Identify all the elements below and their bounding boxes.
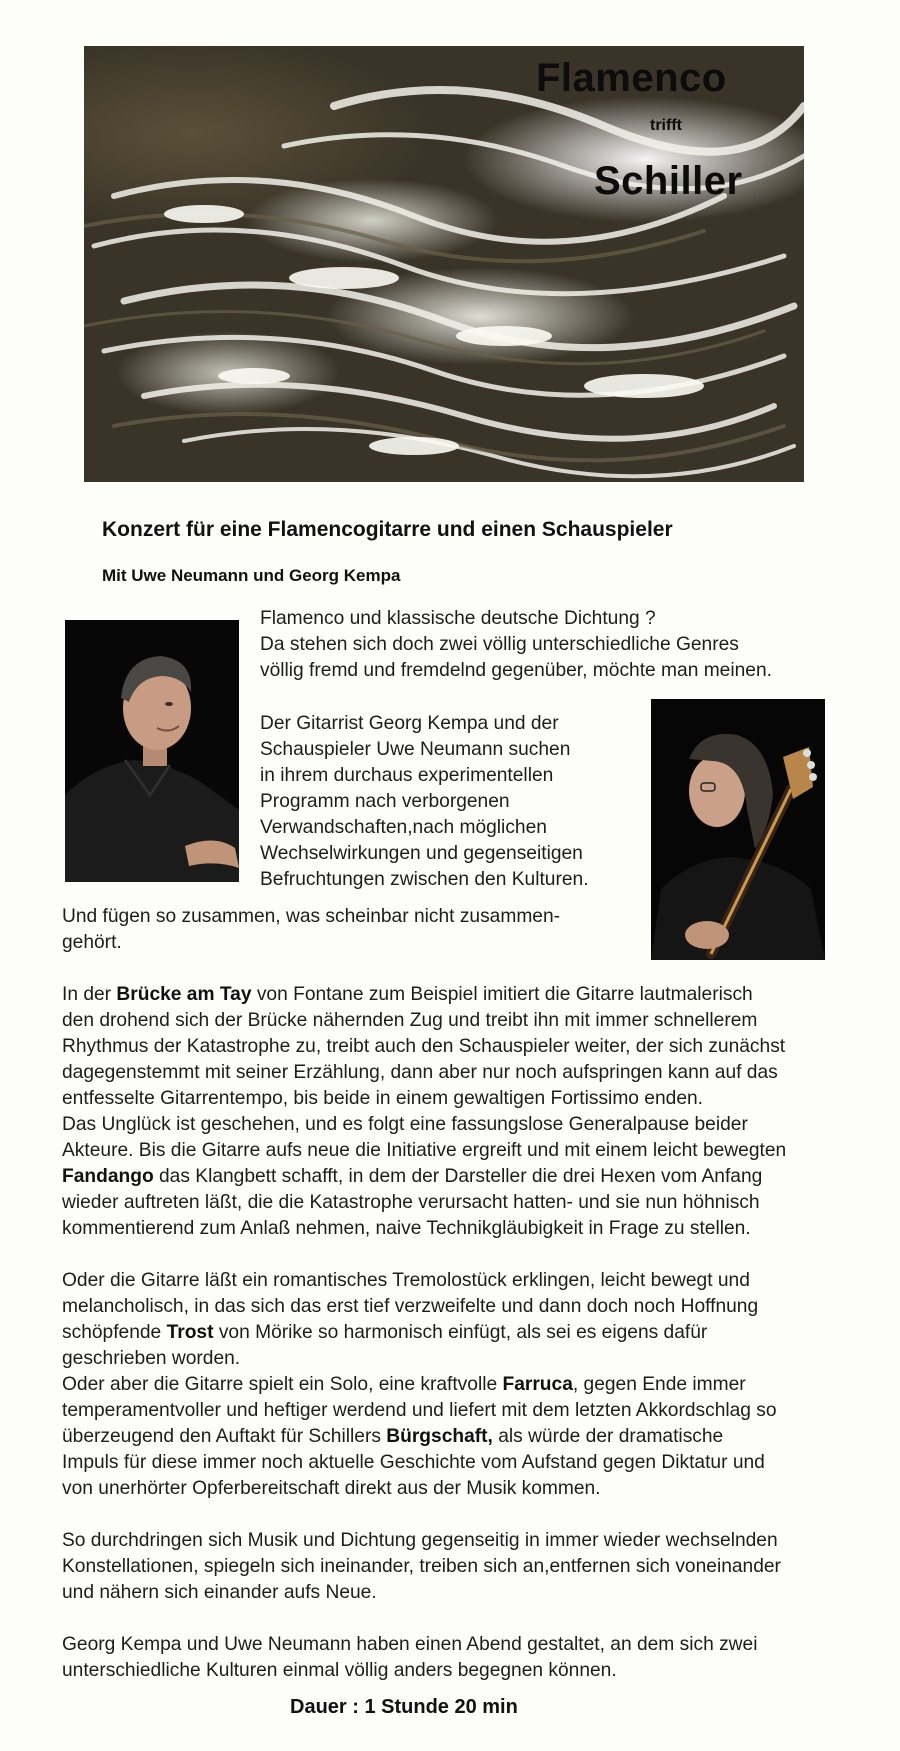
evening-paragraph: Georg Kempa und Uwe Neumann haben einen Abend gestaltet, an dem sich zwei unterschiedliche Kulturen einmal völlig anders begegnen können. [62, 1634, 758, 1681]
program-paragraph: Der Gitarrist Georg Kempa und der Schauspieler Uwe Neumann suchen in ihrem durchaus experimentellen Programm nach verborgenen Verwandschaften,nach möglichen Wechselwirkungen und gegenseitigen Befruchtungen zwischen den Kulturen. [260, 713, 589, 890]
guitarist-portrait-graphic [651, 699, 825, 960]
tremolo-text-1: Oder die Gitarre läßt ein romantisches Tremolostück erklingen, leicht bewegt und melancholisch, in das sich das erst tief verzweifelte und dann doch noch Hoffnung schöpfende [62, 1270, 759, 1343]
guitarist-photo [651, 699, 825, 960]
actor-portrait-graphic [65, 620, 239, 882]
hero-image [84, 46, 804, 482]
fandango-title: Fandango [62, 1166, 154, 1187]
water-ripple-graphic [84, 46, 804, 482]
title-schiller: Schiller [594, 159, 743, 203]
performers-heading: Mit Uwe Neumann und Georg Kempa [102, 566, 401, 585]
bruecke-text-3: das Klangbett schafft, in dem der Darsteller die drei Hexen vom Anfang wieder auftreten läßt, die die Katastrophe verursacht hatten- und sie nun höhnisch kommentierend zum Anlaß nehmen, naive Technikgläubigkeit in Frage zu stellen. [62, 1166, 763, 1239]
title-flamenco: Flamenco [536, 56, 727, 100]
trost-title: Trost [166, 1322, 214, 1343]
intro-paragraph: Flamenco und klassische deutsche Dichtung ? Da stehen sich doch zwei völlig unterschiedliche Genres völlig fremd und fremdelnd gegenüber, möchte man meinen. [260, 608, 772, 681]
bruecke-paragraph [62, 982, 882, 1242]
bruecke-text-1: In der [62, 984, 117, 1005]
bruecke-text-2: von Fontane zum Beispiel imitiert die Gitarre lautmalerisch den drohend sich der Brücke nähernden Zug und treibt ihn mit immer schnellerem Rhythmus der Katastrophe zu, treibt auch den Schauspieler weiter, der sich zunächst dagegenstemmt mit seiner Erzählung, dann aber nur noch aufspringen kann auf das entfesselte Gitarrentempo, bis beide in einem gewaltigen Fortissimo enden. Das Unglück ist geschehen, und es folgt eine fassungslose Generalpause beider Akteure. Bis die Gitarre aufs neue die Initiative ergreift und mit einem leicht bewegten [62, 984, 787, 1161]
tremolo-text-2: von Mörike so harmonisch einfügt, als sei es eigens dafür geschrieben worden. Oder aber die Gitarre spielt ein Solo, eine kraftvolle [62, 1322, 708, 1395]
tremolo-text-3: , gegen Ende immer temperamentvoller und heftiger werdend und liefert mit dem letzten Akkordschlag so überzeugend den Auftakt für Schillers [62, 1374, 777, 1447]
tremolo-text-4: als würde der dramatische Impuls für diese immer noch aktuelle Geschichte vom Aufstand gegen Diktatur und von unerhörter Opferbereitschaft direkt aus der Musik kommen. [62, 1426, 765, 1499]
bruecke-title: Brücke am Tay [116, 984, 252, 1005]
buergschaft-title: Bürgschaft, [386, 1426, 493, 1447]
fusion-paragraph: Und fügen so zusammen, was scheinbar nicht zusammen- gehört. [62, 906, 561, 953]
interplay-paragraph: So durchdringen sich Musik und Dichtung gegenseitig in immer wieder wechselnden Konstellationen, spiegeln sich ineinander, treiben sich an,entfernen sich voneinander und nähern sich einander aufs Neue. [62, 1530, 781, 1603]
duration-label: Dauer : 1 Stunde 20 min [290, 1696, 518, 1718]
tremolo-paragraph [62, 1268, 882, 1502]
title-trifft: trifft [650, 117, 682, 134]
actor-photo [65, 620, 239, 882]
concert-heading: Konzert für eine Flamencogitarre und einen Schauspieler [102, 518, 673, 541]
farruca-title: Farruca [502, 1374, 573, 1395]
